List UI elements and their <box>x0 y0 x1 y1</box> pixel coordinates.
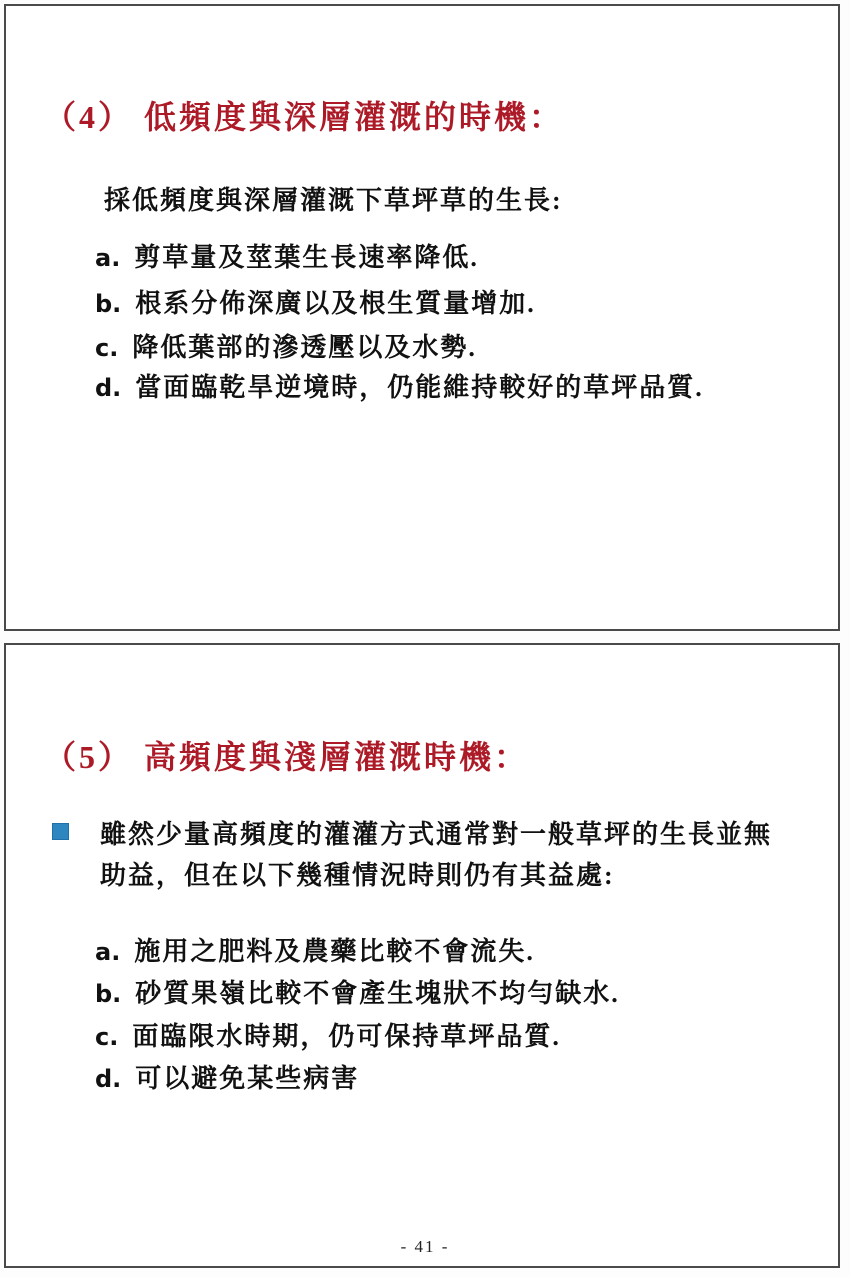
list-item <box>95 283 536 320</box>
list-item-letter: d. <box>95 1065 122 1093</box>
slide-4-intro-text: 採低頻度與深層灌溉下草坪草的生長: <box>104 186 563 215</box>
list-item <box>95 1058 359 1095</box>
list-item-text: 面臨限水時期，仍可保持草坪品質. <box>132 1022 561 1051</box>
list-item-text: 根系分佈深廣以及根生質量增加. <box>135 289 536 318</box>
list-item-text: 砂質果嶺比較不會產生塊狀不均勻缺水. <box>135 979 620 1008</box>
list-item-letter: c. <box>95 1023 119 1051</box>
list-item-text: 降低葉部的滲透壓以及水勢. <box>132 333 477 362</box>
list-item <box>95 367 704 404</box>
list-item-text: 剪草量及莖葉生長速率降低. <box>134 243 479 272</box>
list-item <box>95 237 479 274</box>
list-item <box>95 973 620 1010</box>
list-item-text: 當面臨乾旱逆境時，仍能維持較好的草坪品質. <box>135 373 704 402</box>
bullet-square-icon <box>52 823 69 840</box>
page-number: - 41 - <box>400 1237 450 1256</box>
list-item <box>95 327 477 364</box>
slide-4-title: （4） 低頻度與深層灌溉的時機： <box>44 99 565 135</box>
slide-5-bullet-paragraph <box>100 814 772 896</box>
list-item-letter: c. <box>95 334 119 362</box>
list-item-text: 施用之肥料及農藥比較不會流失. <box>134 937 535 966</box>
list-item-letter: a. <box>95 938 121 966</box>
bullet-line: 助益，但在以下幾種情況時則仍有其益處: <box>100 861 615 890</box>
list-item-letter: b. <box>95 980 122 1008</box>
bullet-line: 雖然少量高頻度的灌灌方式通常對一般草坪的生長並無 <box>100 820 773 849</box>
list-item-letter: d. <box>95 374 122 402</box>
list-item-text: 可以避免某些病害 <box>135 1064 360 1093</box>
list-item-letter: a. <box>95 244 121 272</box>
list-item <box>95 931 535 968</box>
list-item <box>95 1016 561 1053</box>
list-item-letter: b. <box>95 290 122 318</box>
slide-5-title: （5） 高頻度與淺層灌溉時機： <box>44 739 530 775</box>
